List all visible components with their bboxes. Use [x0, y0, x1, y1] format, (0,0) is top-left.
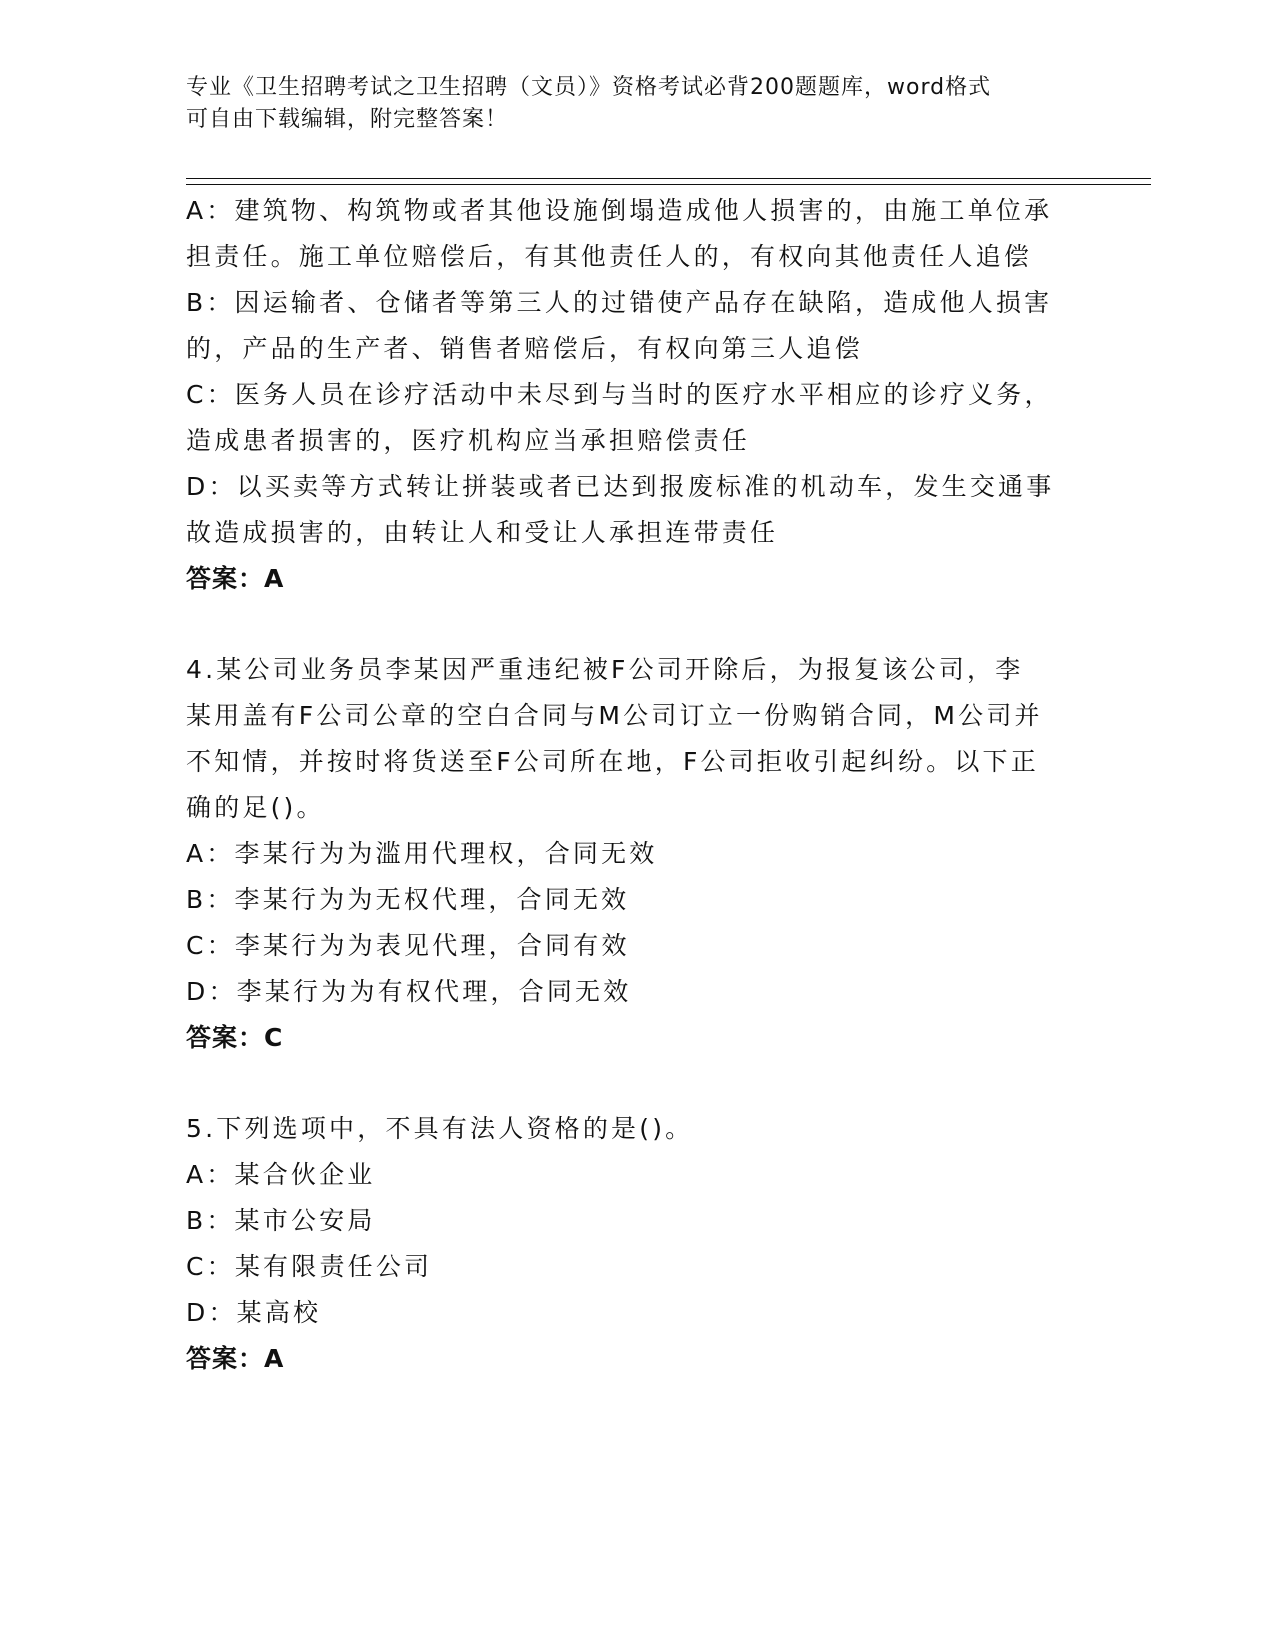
- question-4-block: [186, 647, 1086, 1061]
- question-5-option-b: B：某市公安局: [186, 1206, 376, 1235]
- question-4-option-a: A：李某行为为滥用代理权，合同无效: [186, 839, 658, 868]
- question-3-option-line: B：因运输者、仓储者等第三人的过错使产品存在缺陷，造成他人损害: [186, 288, 1053, 317]
- question-4-text-line: 确的足()。: [186, 793, 325, 822]
- question-5-answer: 答案：A: [186, 1344, 285, 1373]
- question-3-option-line: 担责任。施工单位赔偿后，有其他责任人的，有权向其他责任人追偿: [186, 242, 1033, 271]
- question-3-option-line: 故造成损害的，由转让人和受让人承担连带责任: [186, 518, 779, 547]
- question-3-option-line: A：建筑物、构筑物或者其他设施倒塌造成他人损害的，由施工单位承: [186, 196, 1053, 225]
- question-5-option-a: A：某合伙企业: [186, 1160, 376, 1189]
- question-4-option-d: D：李某行为为有权代理，合同无效: [186, 977, 632, 1006]
- question-3-option-line: D：以买卖等方式转让拼装或者已达到报废标准的机动车，发生交通事: [186, 472, 1055, 501]
- question-5-text-line: 5.下列选项中，不具有法人资格的是()。: [186, 1114, 694, 1143]
- question-3-option-line: 的，产品的生产者、销售者赔偿后，有权向第三人追偿: [186, 334, 863, 363]
- question-5-option-d: D：某高校: [186, 1298, 322, 1327]
- question-3-option-line: 造成患者损害的，医疗机构应当承担赔偿责任: [186, 426, 751, 455]
- document-body: [186, 188, 1086, 1382]
- section-spacer: [186, 1061, 1086, 1106]
- question-3-block: [186, 188, 1086, 602]
- question-3-option-line: C：医务人员在诊疗活动中未尽到与当时的医疗水平相应的诊疗义务，: [186, 380, 1053, 409]
- question-4-text-line: 4.某公司业务员李某因严重违纪被F公司开除后，为报复该公司，李: [186, 655, 1024, 684]
- question-4-option-b: B：李某行为为无权代理，合同无效: [186, 885, 630, 914]
- section-spacer: [186, 602, 1086, 647]
- question-5-option-c: C：某有限责任公司: [186, 1252, 433, 1281]
- header-title-line-2: 可自由下载编辑，附完整答案！: [186, 107, 509, 132]
- header-divider-bottom: [186, 184, 1151, 185]
- question-4-answer: 答案：C: [186, 1023, 284, 1052]
- header-title-line-1: 专业《卫生招聘考试之卫生招聘（文员）》资格考试必背200题题库，word格式: [186, 75, 992, 100]
- question-4-text-line: 某用盖有F公司公章的空白合同与M公司订立一份购销合同，M公司并: [186, 701, 1043, 730]
- document-header: [186, 72, 1086, 136]
- question-4-option-c: C：李某行为为表见代理，合同有效: [186, 931, 630, 960]
- header-divider-top: [186, 178, 1151, 179]
- question-3-answer: 答案：A: [186, 564, 285, 593]
- question-5-block: [186, 1106, 1086, 1382]
- question-4-text-line: 不知情，并按时将货送至F公司所在地，F公司拒收引起纠纷。以下正: [186, 747, 1039, 776]
